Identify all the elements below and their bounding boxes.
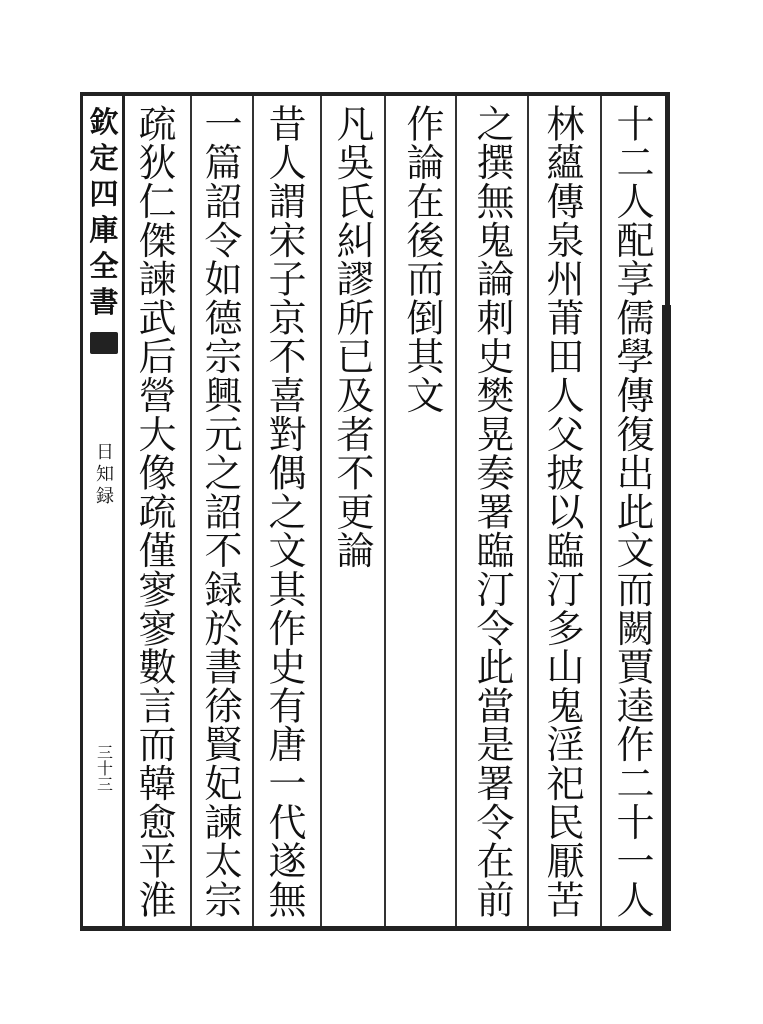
text-column-1: 十二人配享儒學傳復出此文而闕賈逵作二十一人 [610, 104, 654, 919]
text-column-3: 之撰無鬼論刺史樊晃奏署臨汀令此當是署令在前 [470, 104, 514, 919]
frame-left-border [80, 92, 83, 931]
column-rule [455, 96, 457, 926]
column-rule [600, 96, 602, 926]
column-rule [252, 96, 254, 926]
column-rule [384, 96, 386, 926]
gutter-book-title: 日知録 [96, 442, 114, 507]
gutter-divider [122, 92, 125, 931]
text-column-4: 作論在後而倒其文 [400, 104, 444, 415]
column-rule [320, 96, 322, 926]
text-column-7: 一篇詔令如德宗興元之詔不録於書徐賢妃諫太宗 [198, 104, 242, 919]
text-column-6: 昔人謂宋子京不喜對偶之文其作史有唐一代遂無 [262, 104, 306, 919]
gutter-page-number: 三十三 [96, 743, 113, 794]
text-column-2: 林蘊傳泉州莆田人父披以臨汀多山鬼淫祀民厭苦 [540, 104, 584, 919]
frame-top-border [80, 92, 670, 96]
column-rule [527, 96, 529, 926]
frame-right-thick-border [662, 305, 671, 931]
fishtail-mark-icon [90, 332, 118, 354]
text-column-8: 疏狄仁傑諫武后營大像疏僅寥寥數言而韓愈平淮 [132, 104, 176, 919]
frame-bottom-border [80, 926, 670, 931]
column-rule [190, 96, 192, 926]
text-column-5: 凡吳氏糾謬所已及者不更論 [330, 104, 374, 570]
gutter-collection-title: 欽定四庫全書 [89, 105, 119, 319]
